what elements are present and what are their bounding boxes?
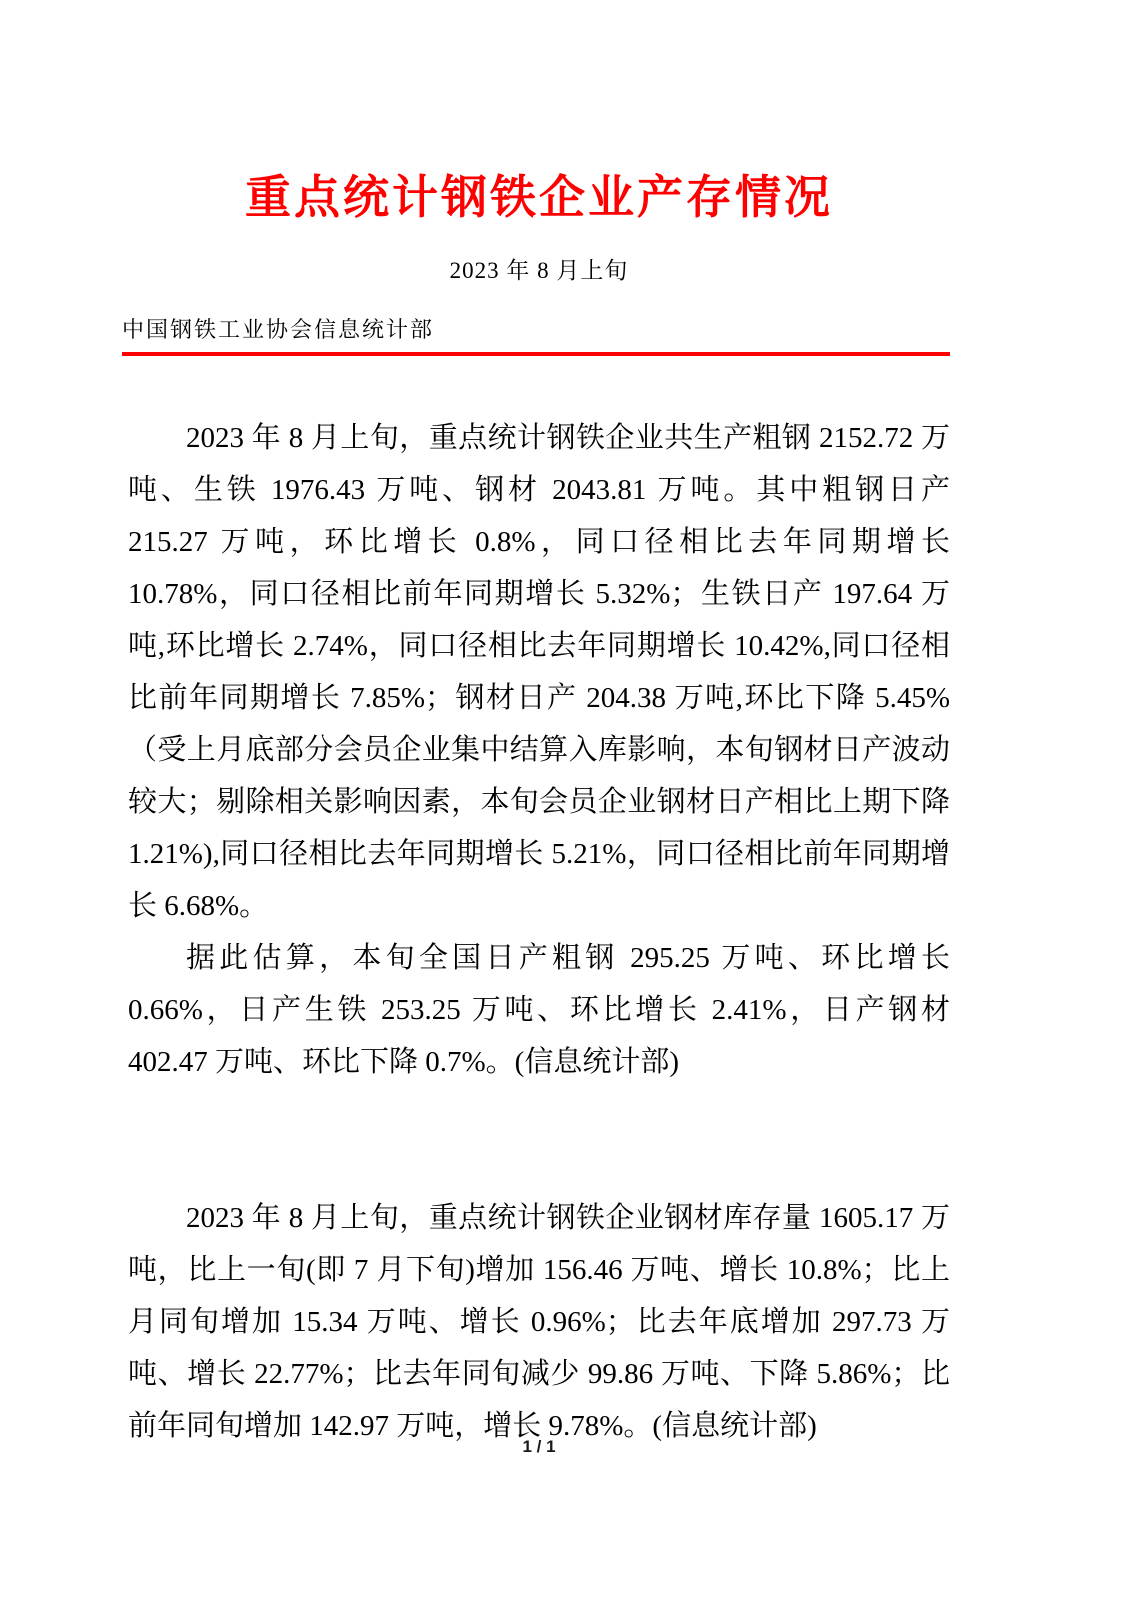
department-header — [122, 313, 950, 356]
paragraph-inventory: 2023 年 8 月上旬，重点统计钢铁企业钢材库存量 1605.17 万吨，比上一旬(即 7 月下旬)增加 156.46 万吨、增长 10.8%；比上月同旬增加 15.34 万吨、增长 0.96%；比去年底增加 297.73 万吨、增长 22.77%；比去年同旬减少 99.86 万吨、下降 5.86%；比前年同旬增加 142.97 万吨，增长 9.78%。(信息统计部) — [128, 1201, 950, 1442]
document-body — [128, 412, 950, 1452]
paragraph-production: 2023 年 8 月上旬，重点统计钢铁企业共生产粗钢 2152.72 万吨、生铁 1976.43 万吨、钢材 2043.81 万吨。其中粗钢日产 215.27 万吨，环比增长 0.8%，同口径相比去年同期增长 10.78%，同口径相比前年同期增长 5.32%；生铁日产 197.64 万吨,环比增长 2.74%，同口径相比去年同期增长 10.42%,同口径相比前年同期增长 7.85%；钢材日产 204.38 万吨,环比下降 5.45%（受上月底部分会员企业集中结算入库影响，本旬钢材日产波动较大；剔除相关影响因素，本旬会员企业钢材日产相比上期下降 1.21%),同口径相比去年同期增长 5.21%，同口径相比前年同期增长 6.68%。 — [128, 421, 950, 922]
paragraph-national-estimate: 据此估算，本旬全国日产粗钢 295.25 万吨、环比增长 0.66%，日产生铁 253.25 万吨、环比增长 2.41%，日产钢材 402.47 万吨、环比下降 0.7%。(信息统计部) — [128, 941, 950, 1078]
document-title: 重点统计钢铁企业产存情况 — [245, 171, 833, 223]
document-subtitle: 2023 年 8 月上旬 — [449, 257, 629, 283]
department-name: 中国钢铁工业协会信息统计部 — [122, 316, 435, 342]
page-number: 1 / 1 — [522, 1437, 556, 1456]
